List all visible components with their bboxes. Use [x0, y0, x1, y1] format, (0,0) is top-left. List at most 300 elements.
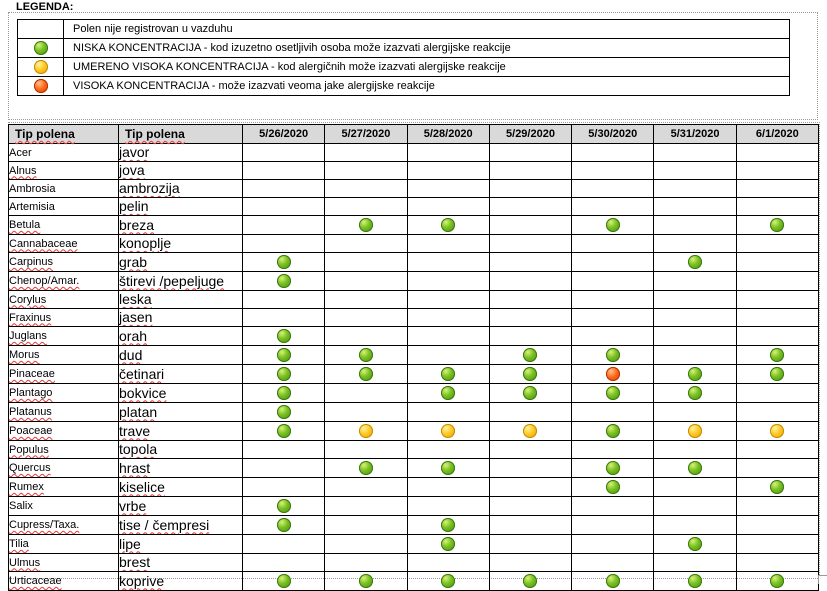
concentration-cell [572, 497, 654, 516]
latin-name-cell [9, 365, 119, 384]
yellow-circle-icon [770, 424, 784, 438]
local-name: koprive [119, 572, 165, 589]
yellow-circle-icon [688, 424, 702, 438]
concentration-cell [489, 272, 571, 291]
concentration-cell [325, 235, 407, 253]
concentration-cell [572, 572, 654, 591]
page-corner-mark [818, 575, 827, 584]
concentration-cell [407, 346, 489, 365]
concentration-cell [489, 459, 571, 478]
latin-name-cell [9, 478, 119, 497]
local-name-cell [119, 162, 243, 180]
concentration-cell [489, 162, 571, 180]
concentration-cell [572, 272, 654, 291]
legend-color-cell [18, 58, 64, 77]
local-name: bokvice [119, 384, 167, 401]
concentration-cell [654, 478, 736, 497]
legend-color-cell [18, 39, 64, 58]
concentration-cell [654, 403, 736, 422]
table-row [9, 198, 819, 216]
latin-name-cell [9, 422, 119, 441]
concentration-cell [736, 422, 818, 441]
latin-name-cell [9, 516, 119, 535]
latin-name: Artemisia [9, 200, 55, 213]
concentration-cell [736, 384, 818, 403]
green-circle-icon [688, 367, 702, 381]
concentration-cell [489, 291, 571, 309]
concentration-cell [407, 144, 489, 162]
green-circle-icon [606, 461, 620, 475]
latin-name-cell [9, 554, 119, 572]
local-name-cell [119, 327, 243, 346]
concentration-cell [572, 365, 654, 384]
local-name: brest [119, 554, 151, 570]
latin-name: Pinaceae [9, 368, 55, 380]
legend-row [18, 77, 790, 96]
table-row [9, 272, 819, 291]
concentration-cell [489, 144, 571, 162]
concentration-cell [325, 309, 407, 327]
local-name-cell [119, 422, 243, 441]
concentration-cell [489, 235, 571, 253]
concentration-cell [736, 459, 818, 478]
legend-row [18, 20, 790, 39]
green-circle-icon [441, 367, 455, 381]
table-row [9, 478, 819, 497]
concentration-cell [489, 216, 571, 235]
concentration-cell [654, 535, 736, 554]
concentration-cell [243, 459, 325, 478]
green-circle-icon [688, 461, 702, 475]
concentration-cell [489, 572, 571, 591]
concentration-cell [654, 459, 736, 478]
concentration-cell [407, 291, 489, 309]
concentration-cell [736, 216, 818, 235]
concentration-cell [489, 384, 571, 403]
concentration-cell [407, 327, 489, 346]
concentration-cell [736, 441, 818, 459]
local-name-cell [119, 459, 243, 478]
concentration-cell [572, 253, 654, 272]
concentration-cell [572, 422, 654, 441]
green-circle-icon [606, 480, 620, 494]
latin-name: Fraxinus [9, 311, 52, 324]
table-row [9, 572, 819, 591]
local-name: štirevi /pepeljuge [119, 272, 225, 289]
yellow-circle-icon [441, 424, 455, 438]
concentration-cell [572, 198, 654, 216]
green-circle-icon [277, 367, 291, 381]
latin-name: Platanus [9, 406, 52, 418]
green-circle-icon [359, 574, 373, 588]
legend-text: VISOKA KONCENTRACIJA - može izazvati veoma jake alergijske reakcije [64, 77, 790, 96]
table-row [9, 180, 819, 198]
concentration-cell [407, 235, 489, 253]
concentration-cell [407, 162, 489, 180]
local-name: hrast [119, 459, 151, 476]
concentration-cell [243, 441, 325, 459]
concentration-cell [325, 346, 407, 365]
local-name: dud [119, 346, 143, 363]
green-circle-icon [277, 405, 291, 419]
latin-name-cell [9, 535, 119, 554]
concentration-cell [736, 554, 818, 572]
table-row [9, 216, 819, 235]
table-row [9, 554, 819, 572]
green-circle-icon [277, 255, 291, 269]
concentration-cell [654, 554, 736, 572]
green-circle-icon [359, 461, 373, 475]
concentration-cell [654, 346, 736, 365]
concentration-cell [325, 291, 407, 309]
green-circle-icon [770, 480, 784, 494]
local-name: javor [119, 144, 150, 160]
local-name-cell [119, 365, 243, 384]
concentration-cell [407, 535, 489, 554]
local-name-cell [119, 554, 243, 572]
concentration-cell [243, 422, 325, 441]
latin-name: Corylus [9, 293, 47, 306]
concentration-cell [654, 327, 736, 346]
concentration-cell [489, 441, 571, 459]
table-row [9, 235, 819, 253]
concentration-cell [572, 235, 654, 253]
legend-text: NISKA KONCENTRACIJA - kod izuzetno osetljivih osoba može izazvati alergijske reakcije [64, 39, 790, 58]
local-name: jova [119, 162, 145, 178]
concentration-cell [243, 291, 325, 309]
concentration-cell [654, 516, 736, 535]
table-row [9, 403, 819, 422]
concentration-cell [243, 535, 325, 554]
concentration-cell [489, 253, 571, 272]
concentration-cell [325, 216, 407, 235]
local-name-cell [119, 535, 243, 554]
latin-name: Poaceae [9, 425, 53, 437]
green-circle-icon [359, 348, 373, 362]
local-name-cell [119, 478, 243, 497]
green-circle-icon [441, 461, 455, 475]
green-circle-icon [34, 41, 48, 55]
green-circle-icon [277, 574, 291, 588]
concentration-cell [654, 216, 736, 235]
green-circle-icon [770, 218, 784, 232]
green-circle-icon [523, 574, 537, 588]
concentration-cell [325, 162, 407, 180]
concentration-cell [407, 554, 489, 572]
concentration-cell [736, 535, 818, 554]
table-row [9, 384, 819, 403]
concentration-cell [654, 235, 736, 253]
concentration-cell [243, 327, 325, 346]
latin-name: Morus [9, 349, 40, 361]
table-row [9, 291, 819, 309]
local-name: jasen [119, 309, 153, 325]
latin-name-cell [9, 572, 119, 591]
concentration-cell [243, 384, 325, 403]
concentration-cell [243, 198, 325, 216]
local-name-cell [119, 441, 243, 459]
concentration-cell [407, 459, 489, 478]
latin-name-cell [9, 346, 119, 365]
concentration-cell [736, 478, 818, 497]
local-name: trave [119, 422, 151, 439]
concentration-cell [325, 272, 407, 291]
concentration-cell [572, 478, 654, 497]
concentration-cell [654, 309, 736, 327]
concentration-cell [654, 422, 736, 441]
concentration-cell [325, 327, 407, 346]
concentration-cell [654, 572, 736, 591]
concentration-cell [325, 554, 407, 572]
table-row [9, 497, 819, 516]
concentration-cell [325, 497, 407, 516]
concentration-cell [407, 572, 489, 591]
concentration-cell [243, 478, 325, 497]
green-circle-icon [770, 574, 784, 588]
concentration-cell [736, 180, 818, 198]
table-row [9, 459, 819, 478]
yellow-circle-icon [359, 424, 373, 438]
concentration-cell [243, 162, 325, 180]
green-circle-icon [688, 574, 702, 588]
header-date: 5/28/2020 [407, 125, 489, 144]
concentration-cell [325, 180, 407, 198]
concentration-cell [572, 162, 654, 180]
concentration-cell [243, 272, 325, 291]
header-latin-label: Tip polena [15, 127, 75, 141]
latin-name: Chenop/Amar. [9, 275, 80, 287]
concentration-cell [572, 441, 654, 459]
latin-name-cell [9, 309, 119, 327]
concentration-cell [489, 422, 571, 441]
legend-color-cell [18, 77, 64, 96]
orange-circle-icon [34, 79, 48, 93]
green-circle-icon [688, 386, 702, 400]
green-circle-icon [770, 348, 784, 362]
latin-name: Tilia [9, 538, 29, 550]
local-name-cell [119, 253, 243, 272]
concentration-cell [572, 144, 654, 162]
concentration-cell [407, 198, 489, 216]
header-date: 5/30/2020 [572, 125, 654, 144]
local-name: lipe [119, 535, 141, 552]
concentration-cell [325, 516, 407, 535]
concentration-cell [572, 346, 654, 365]
latin-name-cell [9, 253, 119, 272]
latin-name: Quercus [9, 462, 51, 474]
concentration-cell [736, 198, 818, 216]
table-row [9, 327, 819, 346]
concentration-cell [572, 535, 654, 554]
green-circle-icon [441, 218, 455, 232]
legend-row [18, 58, 790, 77]
green-circle-icon [277, 329, 291, 343]
concentration-cell [407, 365, 489, 384]
concentration-cell [489, 180, 571, 198]
legend-row [18, 39, 790, 58]
concentration-cell [325, 572, 407, 591]
concentration-cell [736, 497, 818, 516]
local-name: tise / čempresi [119, 516, 210, 533]
local-name: ambrozija [119, 180, 180, 196]
green-circle-icon [277, 386, 291, 400]
latin-name: Populus [9, 443, 49, 456]
latin-name-cell [9, 327, 119, 346]
local-name: konoplje [119, 235, 172, 251]
green-circle-icon [277, 499, 291, 513]
table-row [9, 516, 819, 535]
concentration-cell [407, 180, 489, 198]
local-name-cell [119, 572, 243, 591]
concentration-cell [654, 291, 736, 309]
local-name: četinari [119, 365, 165, 382]
latin-name: Acer [9, 146, 32, 159]
local-name-cell [119, 403, 243, 422]
latin-name-cell [9, 272, 119, 291]
header-date: 5/29/2020 [489, 125, 571, 144]
table-row [9, 365, 819, 384]
concentration-cell [736, 291, 818, 309]
concentration-cell [243, 235, 325, 253]
table-row [9, 162, 819, 180]
yellow-circle-icon [34, 60, 48, 74]
local-name: kiselice [119, 478, 165, 495]
concentration-cell [407, 422, 489, 441]
concentration-cell [243, 365, 325, 384]
concentration-cell [736, 346, 818, 365]
latin-name: Alnus [9, 164, 37, 177]
table-row [9, 253, 819, 272]
concentration-cell [572, 216, 654, 235]
concentration-cell [407, 272, 489, 291]
concentration-cell [572, 309, 654, 327]
concentration-cell [572, 291, 654, 309]
concentration-cell [736, 572, 818, 591]
latin-name-cell [9, 459, 119, 478]
header-local-name [119, 125, 243, 144]
local-name: platan [119, 403, 158, 420]
concentration-cell [325, 422, 407, 441]
green-circle-icon [688, 255, 702, 269]
concentration-cell [572, 180, 654, 198]
concentration-cell [654, 365, 736, 384]
concentration-cell [325, 365, 407, 384]
latin-name: Rumex [9, 481, 44, 493]
green-circle-icon [606, 424, 620, 438]
concentration-cell [654, 441, 736, 459]
header-date: 5/26/2020 [243, 125, 325, 144]
green-circle-icon [441, 518, 455, 532]
local-name-cell [119, 384, 243, 403]
latin-name-cell [9, 180, 119, 198]
local-name: grab [119, 253, 148, 270]
concentration-cell [243, 516, 325, 535]
local-name-cell [119, 198, 243, 216]
latin-name-cell [9, 384, 119, 403]
concentration-cell [736, 365, 818, 384]
concentration-cell [243, 309, 325, 327]
latin-name: Betula [9, 219, 41, 231]
local-name-cell [119, 346, 243, 365]
concentration-cell [325, 144, 407, 162]
latin-name: Ambrosia [9, 182, 56, 195]
concentration-cell [489, 535, 571, 554]
concentration-cell [243, 216, 325, 235]
green-circle-icon [606, 574, 620, 588]
table-row [9, 535, 819, 554]
local-name-cell [119, 272, 243, 291]
legend-table [17, 19, 790, 96]
concentration-cell [407, 384, 489, 403]
concentration-cell [736, 253, 818, 272]
local-name: leska [119, 291, 152, 307]
local-name: orah [119, 327, 148, 344]
concentration-cell [243, 253, 325, 272]
concentration-cell [325, 535, 407, 554]
green-circle-icon [441, 537, 455, 551]
latin-name-cell [9, 162, 119, 180]
latin-name: Salix [9, 500, 33, 512]
concentration-cell [243, 180, 325, 198]
concentration-cell [325, 459, 407, 478]
green-circle-icon [277, 348, 291, 362]
concentration-cell [654, 253, 736, 272]
green-circle-icon [606, 218, 620, 232]
latin-name: Cannabaceae [9, 237, 78, 250]
concentration-cell [736, 516, 818, 535]
concentration-cell [407, 253, 489, 272]
table-row [9, 346, 819, 365]
green-circle-icon [770, 367, 784, 381]
concentration-cell [489, 346, 571, 365]
table-row [9, 309, 819, 327]
header-date: 5/31/2020 [654, 125, 736, 144]
concentration-cell [489, 516, 571, 535]
concentration-cell [407, 497, 489, 516]
table-header-row [9, 125, 819, 144]
local-name: breza [119, 216, 155, 233]
concentration-cell [325, 403, 407, 422]
concentration-cell [407, 309, 489, 327]
latin-name-cell [9, 403, 119, 422]
concentration-cell [736, 272, 818, 291]
concentration-cell [243, 144, 325, 162]
concentration-cell [654, 198, 736, 216]
concentration-cell [243, 554, 325, 572]
concentration-cell [572, 403, 654, 422]
latin-name-cell [9, 235, 119, 253]
green-circle-icon [277, 424, 291, 438]
concentration-cell [407, 478, 489, 497]
latin-name-cell [9, 291, 119, 309]
concentration-cell [407, 441, 489, 459]
green-circle-icon [441, 386, 455, 400]
concentration-cell [325, 478, 407, 497]
green-circle-icon [523, 367, 537, 381]
concentration-cell [243, 572, 325, 591]
concentration-cell [243, 346, 325, 365]
header-date: 6/1/2020 [736, 125, 818, 144]
green-circle-icon [688, 537, 702, 551]
concentration-cell [489, 403, 571, 422]
header-date: 5/27/2020 [325, 125, 407, 144]
table-row [9, 422, 819, 441]
concentration-cell [325, 198, 407, 216]
latin-name: Carpinus [9, 256, 54, 268]
concentration-cell [489, 497, 571, 516]
local-name: vrbe [119, 497, 147, 514]
concentration-cell [407, 216, 489, 235]
